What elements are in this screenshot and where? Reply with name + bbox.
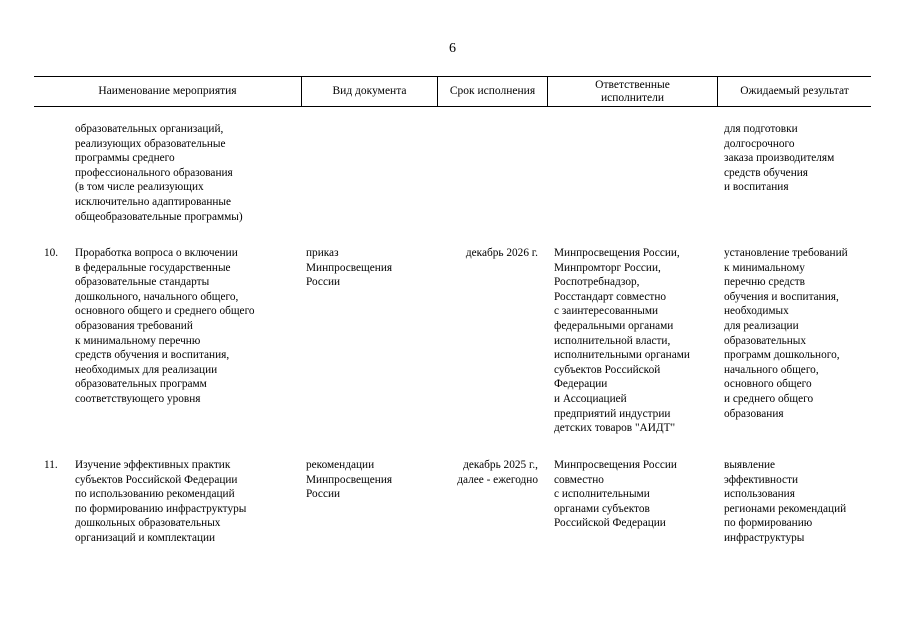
row-responsible: Минпросвещения России, Минпромторг России, Роспотребнадзор, Росстандарт совместно с заинтересованными федеральными органами исполнительной власти, исполнительными органами субъектов Российской Федерации и Ассоциацией предприятий индустрии детских товаров "АИДТ" — [554, 247, 690, 435]
header-name: Наименование мероприятия — [98, 85, 237, 97]
header-deadline: Срок исполнения — [449, 85, 536, 97]
row-result: выявление эффективности использования регионами рекомендаций по формированию инфраструктуры — [724, 459, 847, 544]
row-doc-type: рекомендации Минпросвещения России — [306, 459, 393, 501]
row-result: установление требований к минимальному перечню средств обучения и воспитания, необходимых для реализации образовательных программ дошкольного, начального общего, основного общего и среднего общего образования — [724, 247, 848, 420]
row-doc-type: приказ Минпросвещения России — [306, 247, 393, 289]
table-header-bottom-border — [34, 106, 871, 107]
header-doc-type: Вид документа — [332, 85, 407, 97]
page-number: 6 — [449, 41, 456, 56]
row-result: для подготовки долгосрочного заказа производителям средств обучения и воспитания — [724, 123, 835, 194]
row-name: Проработка вопроса о включении в федеральные государственные образовательные стандарты дошкольного, начального общего, основного общего и среднего общего образования требований к минимальному перечню средств обучения и воспитания, необходимых для реализации образовательных программ соответствующего уровня — [75, 247, 255, 405]
row-deadline: декабрь 2025 г., далее - ежегодно — [457, 459, 538, 486]
row-name: Изучение эффективных практик субъектов Российской Федерации по использованию рекомендаций по формированию инфраструктуры дошкольных образовательных организаций и комплектации — [75, 459, 247, 544]
row-deadline: декабрь 2026 г. — [465, 247, 538, 259]
header-result: Ожидаемый результат — [740, 85, 849, 97]
row-responsible: Минпросвещения России совместно с исполнительными органами субъектов Российской Федерации — [554, 459, 677, 530]
row-number: 10. — [44, 247, 59, 259]
row-number: 11. — [44, 459, 58, 471]
row-name: образовательных организаций, реализующих образовательные программы среднего профессионального образования (в том числе реализующих исключительно адаптированные общеобразовательные программы) — [75, 123, 243, 223]
header-responsible: Ответственные исполнители — [595, 78, 670, 104]
